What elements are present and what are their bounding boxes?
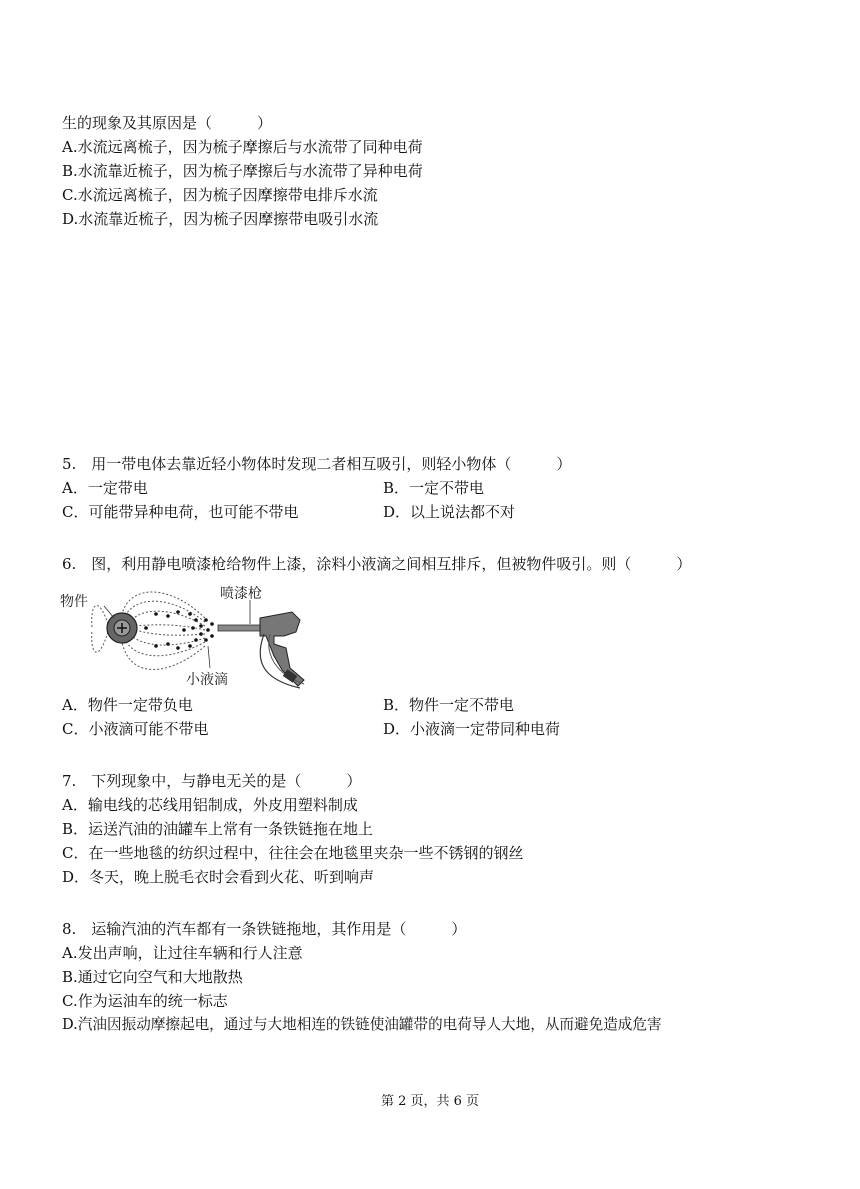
q8-option-b: B.通过它向空气和大地散热 xyxy=(62,968,243,986)
q4-stem-tail: 生的现象及其原因是（ ） xyxy=(62,114,273,132)
q7-option-b: B．运送汽油的油罐车上常有一条铁链拖在地上 xyxy=(62,820,374,838)
q7-option-d: D．冬天，晚上脱毛衣时会看到火花、听到响声 xyxy=(62,868,375,886)
q4-option-a: A.水流远离梳子，因为梳子摩擦后与水流带了同种电荷 xyxy=(62,138,423,156)
spray-gun-diagram xyxy=(60,584,322,692)
label-droplet: 小液滴 xyxy=(186,672,228,688)
page-number: 第 2 页，共 6 页 xyxy=(380,1094,480,1109)
q5-option-d: D．以上说法都不对 xyxy=(383,503,516,521)
q4-option-c: C.水流远离梳子，因为梳子因摩擦带电排斥水流 xyxy=(62,186,378,204)
q7-stem: 7. 下列现象中，与静电无关的是（ ） xyxy=(62,772,362,790)
label-spray-gun: 喷漆枪 xyxy=(220,586,262,602)
q6-option-d: D．小液滴一定带同种电荷 xyxy=(383,720,561,738)
q6-stem: 6. 图，利用静电喷漆枪给物件上漆，涂料小液滴之间相互排斥，但被物件吸引。则（ ） xyxy=(62,555,692,573)
q8-option-c: C.作为运油车的统一标志 xyxy=(62,992,228,1010)
q6-option-c: C．小液滴可能不带电 xyxy=(62,720,209,738)
spray-gun-figure xyxy=(60,584,322,692)
q4-option-d: D.水流靠近梳子，因为梳子因摩擦带电吸引水流 xyxy=(62,210,379,228)
spray-gun xyxy=(218,612,304,688)
q7-option-c: C．在一些地毯的纺织过程中，往往会在地毯里夹杂一些不锈钢的钢丝 xyxy=(62,844,524,862)
q8-stem: 8. 运输汽油的汽车都有一条铁链拖地，其作用是（ ） xyxy=(62,920,467,938)
q5-option-c: C．可能带异种电荷，也可能不带电 xyxy=(62,503,299,521)
q6-option-b: B．物件一定不带电 xyxy=(383,696,515,714)
q6-option-a: A．物件一定带负电 xyxy=(62,696,193,714)
q7-option-a: A．输电线的芯线用铝制成，外皮用塑料制成 xyxy=(62,796,358,814)
q5-stem: 5. 用一带电体去靠近轻小物体时发现二者相互吸引，则轻小物体（ ） xyxy=(62,455,572,473)
label-object: 物件 xyxy=(60,594,88,610)
q4-option-b: B.水流靠近梳子，因为梳子摩擦后与水流带了异种电荷 xyxy=(62,162,423,180)
q5-option-b: B．一定不带电 xyxy=(383,479,485,497)
q5-option-a: A．一定带电 xyxy=(62,479,148,497)
q8-option-d: D.汽油因振动摩擦起电，通过与大地相连的铁链使油罐带的电荷导人大地，从而避免造成危害 xyxy=(62,1016,662,1033)
q8-option-a: A.发出声响，让过往车辆和行人注意 xyxy=(62,944,303,962)
